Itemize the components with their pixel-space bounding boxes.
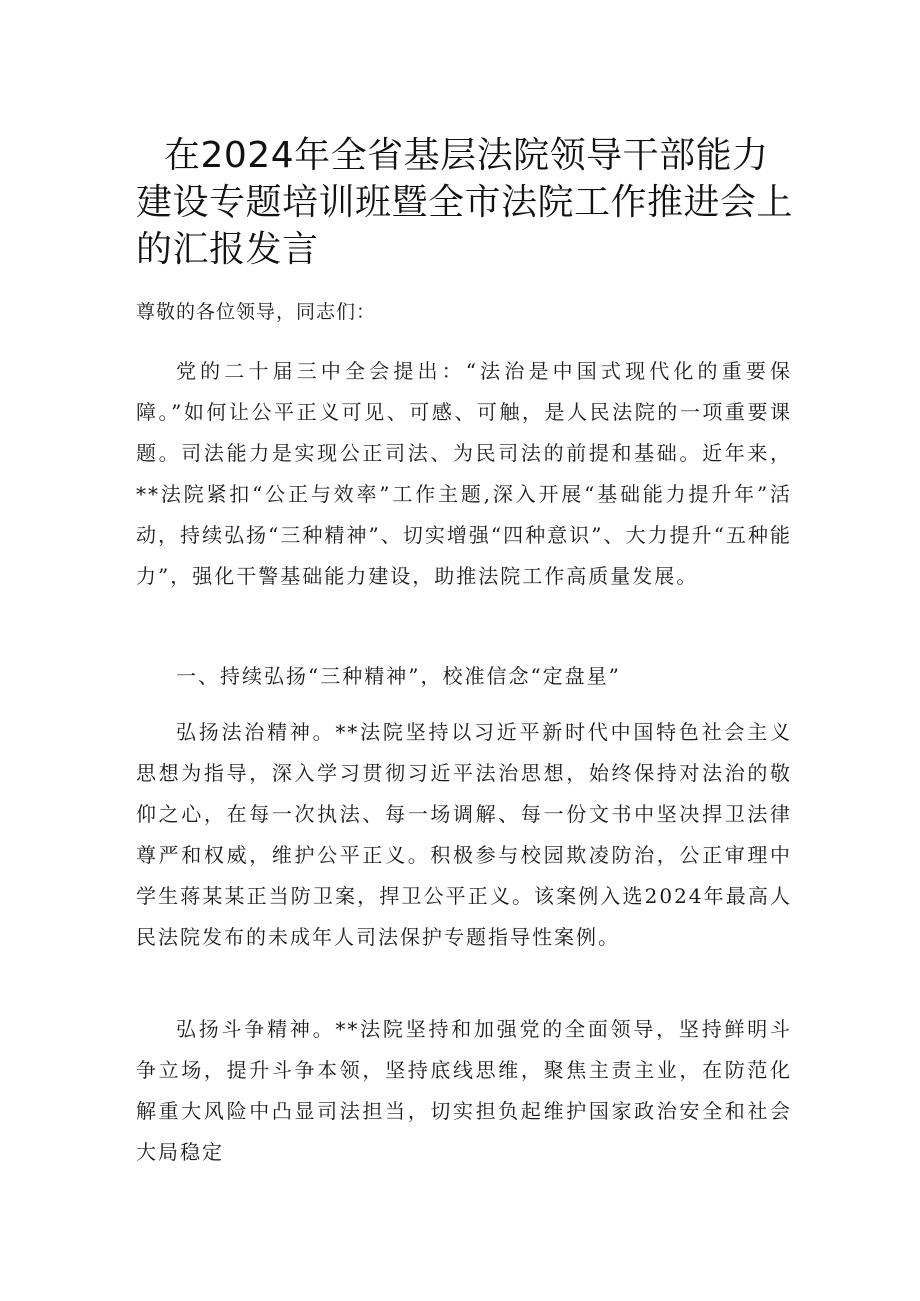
paragraph-intro: 党的二十届三中全会提出：“法治是中国式现代化的重要保障。”如何让公平正义可见、可感、可触，是人民法院的一项重要课题。司法能力是实现公正司法、为民司法的前提和基础。近年来，**法院紧扣“公正与效率”工作主题,深入开展“基础能力提升年”活动，持续弘扬“三种精神”、切实增强“四种意识”、大力提升“五种能力”，强化干警基础能力建设，助推法院工作高质量发展。 xyxy=(136,359,792,588)
paragraph-struggle-spirit: 弘扬斗争精神。**法院坚持和加强党的全面领导，坚持鲜明斗争立场，提升斗争本领，坚持底线思维，聚焦主责主业，在防范化解重大风险中凸显司法担当，切实担负起维护国家政治安全和社会大局稳定 xyxy=(136,1017,792,1164)
salutation: 尊敬的各位领导，同志们： xyxy=(136,301,377,323)
document-title: 在2024年全省基层法院领导干部能力建设专题培训班暨全市法院工作推进会上的汇报发言 xyxy=(136,135,794,270)
paragraph-rule-of-law-spirit: 弘扬法治精神。**法院坚持以习近平新时代中国特色社会主义思想为指导，深入学习贯彻习近平法治思想，始终保持对法治的敬仰之心，在每一次执法、每一场调解、每一份文书中坚决捍卫法律尊严和权威，维护公平正义。积极参与校园欺凌防治，公正审理中学生蒋某某正当防卫案，捍卫公平正义。该案例入选2024年最高人民法院发布的未成年人司法保护专题指导性案例。 xyxy=(136,720,792,949)
section-heading: 一、持续弘扬“三种精神”，校准信念“定盘星” xyxy=(176,664,621,688)
